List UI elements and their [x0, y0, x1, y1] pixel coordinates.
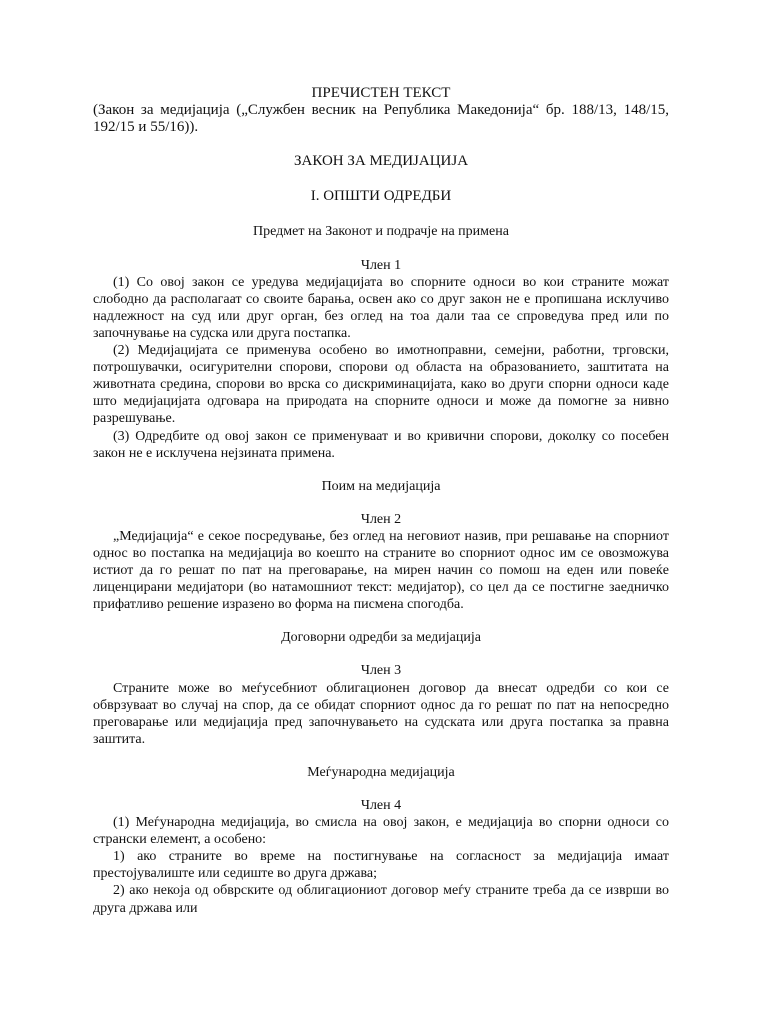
part-title: I. ОПШТИ ОДРЕДБИ	[310, 188, 452, 205]
document-body	[93, 85, 669, 917]
law-title: ЗАКОН ЗА МЕДИЈАЦИЈА	[293, 153, 469, 170]
article-paragraph: (2) Медијацијата се применува особено во имотноправни, семејни, работни, трговски, потрошувачки, осигурителни спорови, спорови од областа на образованието, заштитата на животната средина, спорови во врска со дискриминацијата, како во други спорни односи каде што медијацијата одговара на природата на спорните односи и може да помогне за нивно разрешување.	[93, 343, 669, 427]
section-heading: Меѓународна медијација	[307, 764, 455, 780]
list-item: 2) ако некоја од обврските од облигациониот договор меѓу страните треба да се изврши во друга држава или	[93, 883, 669, 916]
article-number: Член 2	[360, 511, 402, 527]
article-paragraph: (3) Одредбите од овој закон се применуваат и во кривични спорови, доколку со посебен закон не е исклучена нејзината примена.	[93, 428, 669, 461]
section-heading: Договорни одредби за медијација	[281, 630, 481, 646]
article-paragraph: „Медијација“ е секое посредување, без оглед на неговиот назив, при решавање на спорниот однос во постапка на медијација во коешто на страните во спорниот однос им се овозможува истиот да го решат по пат на преговарање, на мирен начин со помош на еден или повеќе лиценцирани медијатори (во натамошниот текст: медијатор), со цел да се постигне заедничко прифатливо решение изразено во форма на писмена спогодба.	[93, 528, 669, 613]
consolidated-text-heading: ПРЕЧИСТЕН ТЕКСТ	[311, 85, 451, 101]
section-heading: Поим на медијација	[321, 478, 441, 494]
article-number: Член 3	[360, 663, 402, 679]
article-paragraph: Страните може во меѓусебниот облигационен договор да внесат одредби со кои се обврзуваат во случај на спор, да се обидат спорниот однос да го решат по пат на непосредно преговарање или медијација пред започнувањето на судската или друга постапка за правна заштита.	[93, 680, 669, 747]
article-paragraph: (1) Меѓународна медијација, во смисла на овој закон, е медијација во спорни односи со странски елемент, а особено:	[93, 815, 669, 848]
section-heading: Предмет на Законот и подрачје на примена	[253, 224, 509, 240]
article-number: Член 1	[360, 257, 402, 273]
article-paragraph: (1) Со овој закон се уредува медијацијата во спорните односи во кои страните можат слободно да располагаат со своите барања, освен ако со друг закон не е пропишана исклучиво надлежност на суд или друг орган, без оглед на тоа дали таа се спроведува пред или по започнување на судска или друга постапка.	[93, 274, 669, 341]
source-note: (Закон за медијација („Службен весник на Република Македонија“ бр. 188/13, 148/15, 192/15 и 55/16)).	[93, 102, 669, 136]
list-item: 1) ако страните во време на постигнување на согласност за медијација имаат престојувалиште или седиште во друга држава;	[93, 849, 669, 882]
article-number: Член 4	[360, 798, 402, 813]
